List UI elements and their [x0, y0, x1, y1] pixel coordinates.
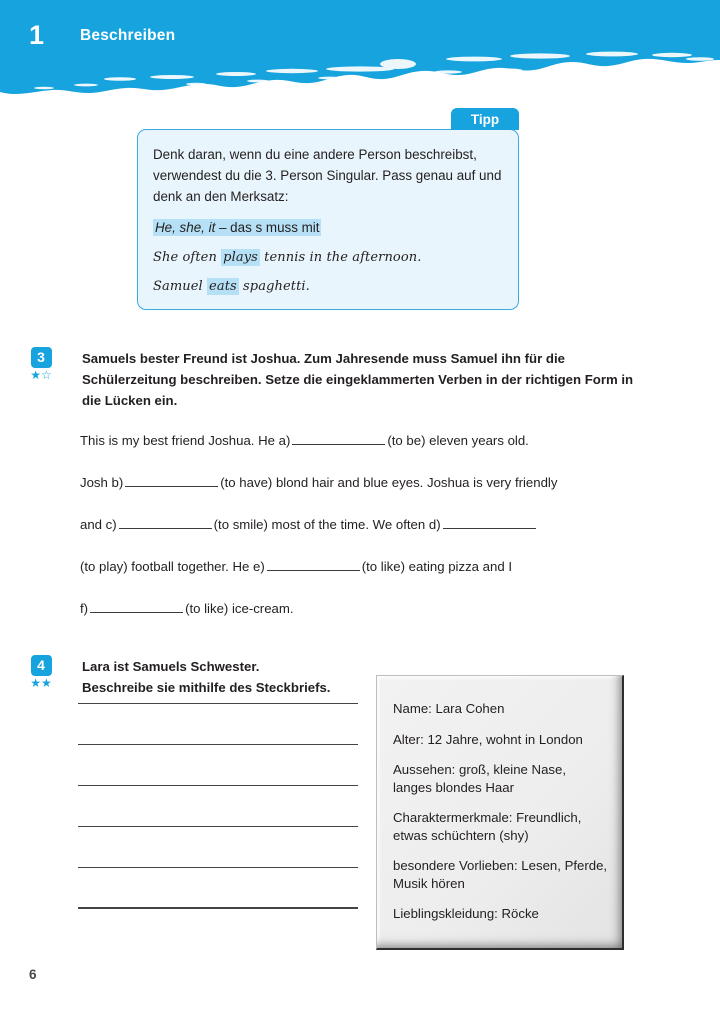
- page-header: [0, 0, 720, 104]
- answer-line[interactable]: [78, 867, 358, 868]
- steckbrief-lieblingskleidung: Lieblingskleidung: Röcke: [393, 906, 539, 921]
- page-number: 6: [29, 967, 37, 982]
- tipp-box: [137, 129, 519, 310]
- line-5-seg-2: (to like) ice-cream.: [185, 601, 294, 616]
- exercise-4-answer-lines: [78, 703, 358, 948]
- line-3-seg-2: (to smile) most of the time. We often d): [213, 517, 441, 532]
- example-2-pre: Samuel: [153, 279, 208, 294]
- line-1-seg-1: This is my best friend Joshua. He a): [80, 433, 291, 448]
- steckbrief-name: Name: Lara Cohen: [393, 701, 505, 716]
- exercise-4-number: 4: [31, 655, 52, 676]
- example-2-highlight: eats: [209, 279, 237, 294]
- steckbrief-charaktermerkmale: Charaktermerkmale: Freundlich, etwas schüchtern (shy): [393, 810, 582, 843]
- line-3-seg-1: and c): [80, 517, 117, 532]
- line-5-seg-1: f): [80, 601, 89, 616]
- steckbrief-alter: Alter: 12 Jahre, wohnt in London: [393, 731, 583, 747]
- blank-c[interactable]: [119, 515, 212, 529]
- example-2-post: spaghetti.: [238, 279, 310, 294]
- exercise-4-instruction-line-2: Beschreibe sie mithilfe des Steckbriefs.: [82, 680, 331, 695]
- exercise-3-difficulty-stars: ★☆: [30, 368, 52, 382]
- answer-line[interactable]: [78, 826, 358, 827]
- line-4-seg-2: (to like) eating pizza and I: [361, 559, 513, 574]
- exercise-4-badge: [29, 655, 53, 690]
- blank-b[interactable]: [125, 473, 218, 487]
- tipp-paragraph: Denk daran, wenn du eine andere Person beschreibst, verwendest du die 3. Person Singular. Pass genau auf und denk an den Merksatz:: [153, 147, 502, 204]
- exercise-3-badge: [29, 347, 53, 382]
- steckbrief-vorlieben: besondere Vorlieben: Lesen, Pferde, Musik hören: [393, 858, 608, 891]
- line-4-seg-1: (to play) football together. He e): [80, 559, 265, 574]
- answer-line[interactable]: [78, 907, 358, 908]
- line-2-seg-1: Josh b): [80, 475, 124, 490]
- exercise-3-text: [80, 431, 670, 641]
- line-2-seg-2: (to have) blond hair and blue eyes. Joshua is very friendly: [220, 475, 558, 490]
- exercise-3-line-3: [80, 515, 670, 533]
- blank-d[interactable]: [443, 515, 536, 529]
- page-title: Beschreiben: [80, 27, 176, 44]
- chapter-number: 1: [29, 20, 45, 50]
- blank-a[interactable]: [292, 431, 385, 445]
- example-1-post: tennis in the afternoon.: [259, 250, 422, 265]
- blank-f[interactable]: [90, 599, 183, 613]
- tipp-example-2: [153, 278, 502, 295]
- tipp-tab-label: Tipp: [451, 108, 519, 130]
- exercise-3-line-4: [80, 557, 670, 575]
- exercise-4-difficulty-stars: ★★: [30, 676, 52, 690]
- merksatz-rest-part: – das s muss mit: [215, 220, 320, 235]
- exercise-3-line-5: [80, 599, 670, 617]
- exercise-3-line-2: [80, 473, 670, 491]
- steckbrief-card: [376, 675, 624, 950]
- header-brush-banner: [0, 0, 720, 104]
- example-1-highlight: plays: [223, 250, 258, 265]
- tipp-example-1: [153, 249, 502, 266]
- exercise-3-number: 3: [31, 347, 52, 368]
- exercise-4-instruction: [82, 656, 382, 698]
- merksatz-italic-part: He, she, it: [155, 220, 216, 235]
- tipp-merksatz: [153, 218, 502, 237]
- answer-line[interactable]: [78, 785, 358, 786]
- answer-line[interactable]: [78, 744, 358, 745]
- answer-line[interactable]: [78, 703, 358, 704]
- line-1-seg-2: (to be) eleven years old.: [387, 433, 529, 448]
- exercise-3-instruction: Samuels bester Freund ist Joshua. Zum Jahresende muss Samuel ihn für die Schülerzeitung beschreiben. Setze die eingeklammerten Verben in der richtigen Form in die Lücken ein.: [82, 351, 634, 408]
- example-1-pre: She often: [153, 250, 222, 265]
- exercise-4-instruction-line-1: Lara ist Samuels Schwester.: [82, 659, 260, 674]
- steckbrief-aussehen: Aussehen: groß, kleine Nase, langes blondes Haar: [393, 762, 566, 795]
- blank-e[interactable]: [267, 557, 360, 571]
- exercise-3-line-1: [80, 431, 670, 449]
